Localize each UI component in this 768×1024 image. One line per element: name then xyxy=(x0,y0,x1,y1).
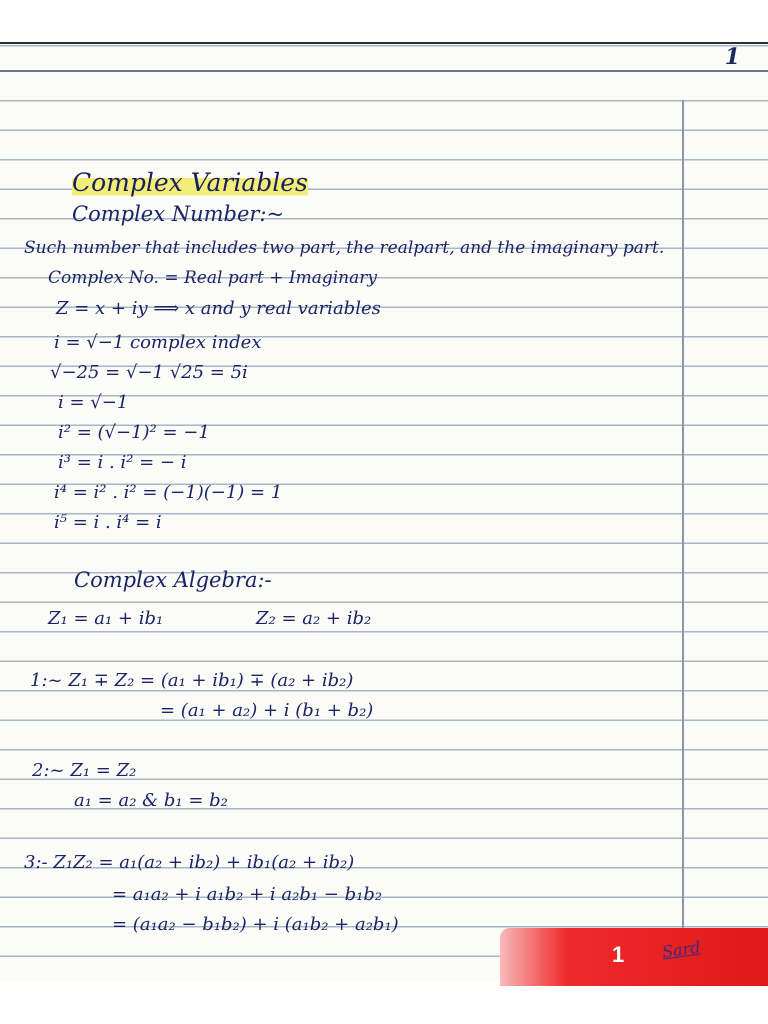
note-line-8: i⁴ = i² . i² = (−1)(−1) = 1 xyxy=(54,482,283,503)
footer-page-number: 1 xyxy=(612,942,625,967)
rule-1-line-2: = (a₁ + a₂) + i (b₁ + b₂) xyxy=(160,700,374,721)
note-line-1: Complex No. = Real part + Imaginary xyxy=(48,268,377,288)
rule-1-line-1: 1:~ Z₁ ∓ Z₂ = (a₁ + ib₁) ∓ (a₂ + ib₂) xyxy=(30,670,354,691)
z1-definition: Z₁ = a₁ + ib₁ xyxy=(48,608,164,629)
note-line-9: i⁵ = i . i⁴ = i xyxy=(54,512,162,533)
section-heading-complex-number: Complex Number:~ xyxy=(72,202,285,226)
note-line-3: i = √−1 complex index xyxy=(54,332,262,353)
z2-definition: Z₂ = a₂ + ib₂ xyxy=(256,608,372,629)
footer-bar xyxy=(500,928,768,986)
definition-text: Such number that includes two part, the realpart, and the imaginary part. xyxy=(24,238,665,258)
top-rule xyxy=(0,42,768,44)
rule-2-line-1: 2:~ Z₁ = Z₂ xyxy=(32,760,137,781)
note-line-7: i³ = i . i² = − i xyxy=(58,452,187,473)
note-line-2: Z = x + iy ⟹ x and y real variables xyxy=(56,298,381,319)
section-heading-complex-algebra: Complex Algebra:- xyxy=(74,568,272,592)
note-line-4: √−25 = √−1 √25 = 5i xyxy=(50,362,248,383)
rule-2-line-2: a₁ = a₂ & b₁ = b₂ xyxy=(74,790,228,811)
header-rule xyxy=(0,70,768,72)
note-line-6: i² = (√−1)² = −1 xyxy=(58,422,210,443)
note-line-5: i = √−1 xyxy=(58,392,129,413)
page-number-top: 1 xyxy=(724,44,740,70)
margin-line xyxy=(682,100,684,982)
page-title: Complex Variables xyxy=(72,168,308,197)
rule-3-line-1: 3:- Z₁Z₂ = a₁(a₂ + ib₂) + ib₁(a₂ + ib₂) xyxy=(24,852,355,873)
rule-3-line-2: = a₁a₂ + i a₁b₂ + i a₂b₁ − b₁b₂ xyxy=(112,884,383,905)
rule-3-line-3: = (a₁a₂ − b₁b₂) + i (a₁b₂ + a₂b₁) xyxy=(112,914,399,935)
signature: Sard xyxy=(660,937,702,962)
notebook-page xyxy=(0,42,768,982)
